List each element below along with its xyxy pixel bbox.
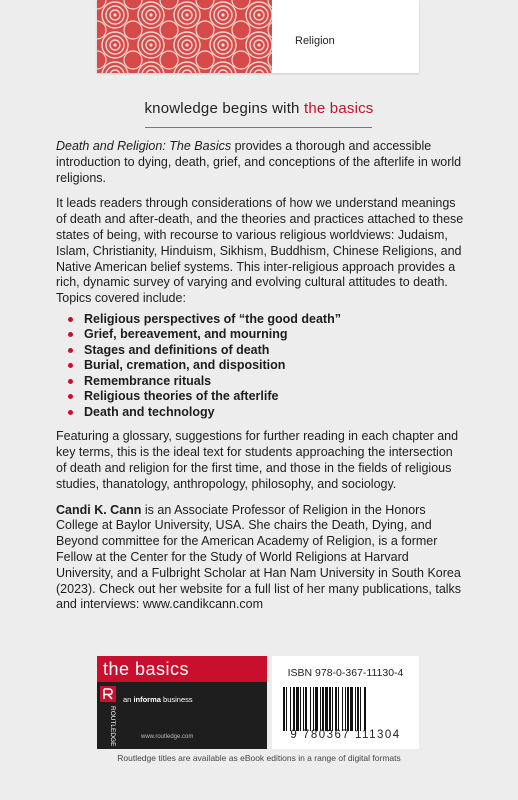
barcode-bar (350, 687, 353, 731)
book-title: Death and Religion: The Basics (56, 139, 232, 153)
barcode-bar (296, 687, 299, 731)
barcode-bar (325, 687, 328, 731)
author-name: Candi K. Cann (56, 502, 142, 517)
barcode-bar (290, 687, 291, 731)
series-tagline (0, 100, 518, 117)
barcode-bar (303, 687, 304, 731)
publisher-website: www.routledge.com (141, 734, 194, 740)
barcode-bar (364, 687, 366, 731)
imprint-area (97, 656, 419, 749)
audience-paragraph: Featuring a glossary, suggestions for further reading in each chapter and key terms, this is the ideal text for students approaching the intersection of death and religion for the first time, and those in the fields of religious studies, thanatology, anthropology, philosophy, and sociology. (56, 429, 459, 491)
author-bio (56, 503, 466, 614)
barcode-image (282, 687, 409, 731)
barcode-bar (332, 687, 333, 731)
topic-item: Stages and definitions of death (66, 343, 466, 359)
topic-item: Grief, bereavement, and mourning (66, 327, 466, 343)
barcode-bar (283, 687, 285, 731)
barcode-bar (360, 687, 361, 731)
barcode-bar (355, 687, 356, 731)
barcode-bar (300, 687, 301, 731)
publisher-name: ROUTLEDGE (109, 706, 116, 746)
barcode-bar (335, 687, 337, 731)
category-label: Religion (295, 35, 335, 47)
author-bio-text: is an Associate Professor of Religion in the Honors College at Baylor University, USA. She chairs the Death, Dying, and Beyond committee for the American Academy of Religion, is a former Fellow at the Center for the Study of World Religions at Harvard University, and a Fulbright Scholar at Han Nam University in South Korea (2023). Check out her website for a full list of her many publications, talks and interviews: www.candikcann.com (56, 502, 462, 612)
barcode-bar (310, 687, 311, 731)
barcode-bar (313, 687, 314, 731)
barcode-bar (338, 687, 339, 731)
series-logo-box (97, 656, 267, 749)
topic-item: Death and technology (66, 405, 466, 421)
topic-item: Burial, cremation, and disposition (66, 358, 466, 374)
category-panel (272, 0, 419, 73)
isbn-label: ISBN 978-0-367-11130-4 (287, 667, 404, 679)
swirl-pattern-image (97, 0, 272, 73)
barcode-number: 9 780367 111304 (290, 729, 401, 741)
barcode-bar (345, 687, 346, 731)
overview-paragraph: It leads readers through considerations of how we understand meanings of death and after-death, and the theories and practices attached to these states of being, with recourse to various religious worldviews: Judaism, Islam, Christianity, Hinduism, Sikhism, Buddhism, Chinese Religions, and Native American belief systems. This inter-religious approach provides a rich, dynamic survey of varying and evolving cultural attitudes to death. Topics covered include: (56, 196, 464, 306)
routledge-logo-icon (99, 686, 117, 746)
intro-text: provides a thorough and accessible introduction to dying, death, grief, and conceptions of the afterlife in world religions. (56, 139, 462, 185)
barcode-bar (315, 687, 318, 731)
tagline-prefix: knowledge begins with (144, 100, 304, 117)
informa-tagline: an informa business (123, 695, 193, 704)
barcode-bar (322, 687, 324, 731)
topics-list (56, 312, 466, 421)
barcode-bar (342, 687, 343, 731)
barcode-bar (286, 687, 287, 731)
tagline-accent: the basics (303, 100, 374, 117)
series-title: the basics (103, 659, 190, 679)
topic-item: Remembrance rituals (66, 374, 466, 390)
barcode-bar (357, 687, 359, 731)
barcode-box (272, 656, 419, 749)
blurb-content (56, 139, 466, 623)
ebook-footnote: Routledge titles are available as eBook editions in a range of digital formats (117, 753, 401, 763)
cover-top-band (97, 0, 419, 73)
barcode-bar (347, 687, 349, 731)
barcode-bar (320, 687, 321, 731)
topic-item: Religious perspectives of “the good death” (66, 312, 466, 328)
barcode-bar (293, 687, 295, 731)
series-banner (97, 656, 267, 682)
topic-item: Religious theories of the afterlife (66, 389, 466, 405)
intro-paragraph (56, 139, 466, 186)
barcode-bar (329, 687, 331, 731)
barcode-bar (305, 687, 307, 731)
divider-rule (145, 127, 372, 128)
